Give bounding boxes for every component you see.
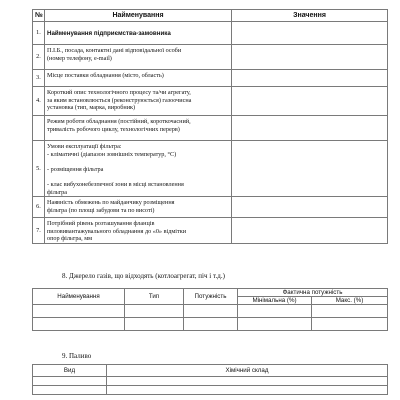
row-number: 6. xyxy=(33,197,45,218)
row-label xyxy=(45,22,232,45)
gas-power-cell[interactable] xyxy=(184,318,238,331)
gas-source-table xyxy=(32,288,388,331)
fuel-composition-cell[interactable] xyxy=(107,377,388,386)
row-label-line: установка (тип, марка, виробник) xyxy=(47,104,136,112)
gas-power-cell[interactable] xyxy=(184,305,238,318)
row-value-cell[interactable] xyxy=(232,141,388,197)
header-gas-power: Потужність xyxy=(184,289,238,305)
table-row xyxy=(33,87,388,116)
row-label-line xyxy=(47,173,229,181)
fuel-table xyxy=(32,364,388,395)
row-label-line: Потрібний рівень розташування фланців xyxy=(47,220,155,228)
gas-min-cell[interactable] xyxy=(238,305,312,318)
row-label-line: - розміщення фільтра xyxy=(47,165,104,173)
row-number: 2. xyxy=(33,45,45,70)
row-label-line: Найменування підприємства-замовника xyxy=(47,30,171,38)
row-label-line: тривалість робочого циклу, технологічних перерв) xyxy=(47,125,180,133)
row-value-cell[interactable] xyxy=(232,45,388,70)
row-label-line: фільтра xyxy=(47,188,68,196)
row-label-line: Короткий опис технологічного процесу та/чи агрегату, xyxy=(47,89,191,96)
row-label-line: (номер телефону, e-mail) xyxy=(47,54,112,62)
section-8-title: 8. Джерело газів, що відходять (котлоагрегат, піч і т.д.) xyxy=(62,272,225,280)
row-label-line: фільтра (по площі забудови та по висоті) xyxy=(47,206,155,214)
row-value-cell[interactable] xyxy=(232,22,388,45)
gas-min-cell[interactable] xyxy=(238,318,312,331)
gas-type-cell[interactable] xyxy=(125,318,184,331)
row-label xyxy=(45,116,232,141)
row-label xyxy=(45,45,232,70)
row-label-line: - кліматичні (діапазон зовнішніх температур, °С) xyxy=(47,150,177,158)
gas-max-cell[interactable] xyxy=(312,318,388,331)
header-max-power: Макс. (%) xyxy=(312,297,388,305)
row-value-cell[interactable] xyxy=(232,197,388,218)
row-value-cell[interactable] xyxy=(232,218,388,244)
fuel-composition-cell[interactable] xyxy=(107,386,388,395)
gas-name-cell[interactable] xyxy=(33,305,125,318)
header-gas-type: Тип xyxy=(125,289,184,305)
row-number: 5. xyxy=(33,141,45,197)
row-value-cell[interactable] xyxy=(232,116,388,141)
row-number: 4. xyxy=(33,87,45,116)
fuel-kind-cell[interactable] xyxy=(33,386,107,395)
row-number: 3. xyxy=(33,70,45,87)
gas-name-cell[interactable] xyxy=(33,318,125,331)
table-row xyxy=(33,116,388,141)
header-name: Найменування xyxy=(45,10,232,22)
gas-type-cell[interactable] xyxy=(125,305,184,318)
row-label-line: опор фільтра, мм xyxy=(47,235,93,243)
header-actual-power: Фактична потужність xyxy=(238,289,388,297)
table-row xyxy=(33,197,388,218)
header-number: № xyxy=(33,10,45,22)
header-fuel-composition: Хімічний склад xyxy=(107,365,388,377)
main-table-body xyxy=(33,22,388,244)
row-label-line xyxy=(47,158,229,166)
row-label xyxy=(45,87,232,116)
header-min-power: Мінімальна (%) xyxy=(238,297,312,305)
row-label-line: Режим роботи обладнання (постійний, короткочасний, xyxy=(47,118,191,125)
gas-max-cell[interactable] xyxy=(312,305,388,318)
table-row xyxy=(33,70,388,87)
row-label-line: Умови експлуатації фільтра: xyxy=(47,143,122,150)
row-value-cell[interactable] xyxy=(232,87,388,116)
header-fuel-kind: Вид xyxy=(33,365,107,377)
row-label xyxy=(45,70,232,87)
row-label-line: Наявність обмежень по майданчику розміщення xyxy=(47,199,175,207)
header-value: Значення xyxy=(232,10,388,22)
row-label-line: П.І.Б., посада, контактні дані відповідальної особи xyxy=(47,47,182,54)
row-number xyxy=(33,116,45,141)
fuel-kind-cell[interactable] xyxy=(33,377,107,386)
header-gas-name: Найменування xyxy=(33,289,125,305)
row-label xyxy=(45,197,232,218)
row-label-line: за яким встановлюється (реконструюється) газоочисна xyxy=(47,96,192,104)
row-label-line: - клас вибухонебезпечної зони в місці встановлення xyxy=(47,180,184,188)
row-number: 1. xyxy=(33,22,45,45)
row-label xyxy=(45,141,232,197)
section-9-title: 9. Паливо xyxy=(62,352,92,360)
table-row xyxy=(33,22,388,45)
row-label xyxy=(45,218,232,244)
table-row xyxy=(33,218,388,244)
table-row xyxy=(33,141,388,197)
row-number: 7. xyxy=(33,218,45,244)
customer-info-table xyxy=(32,9,388,244)
row-value-cell[interactable] xyxy=(232,70,388,87)
table-row xyxy=(33,45,388,70)
row-label-line: пиловивантажувального обладнання до «0» відмітки xyxy=(47,227,187,235)
row-label-line: Місце поставки обладнання (місто, область) xyxy=(47,72,164,79)
